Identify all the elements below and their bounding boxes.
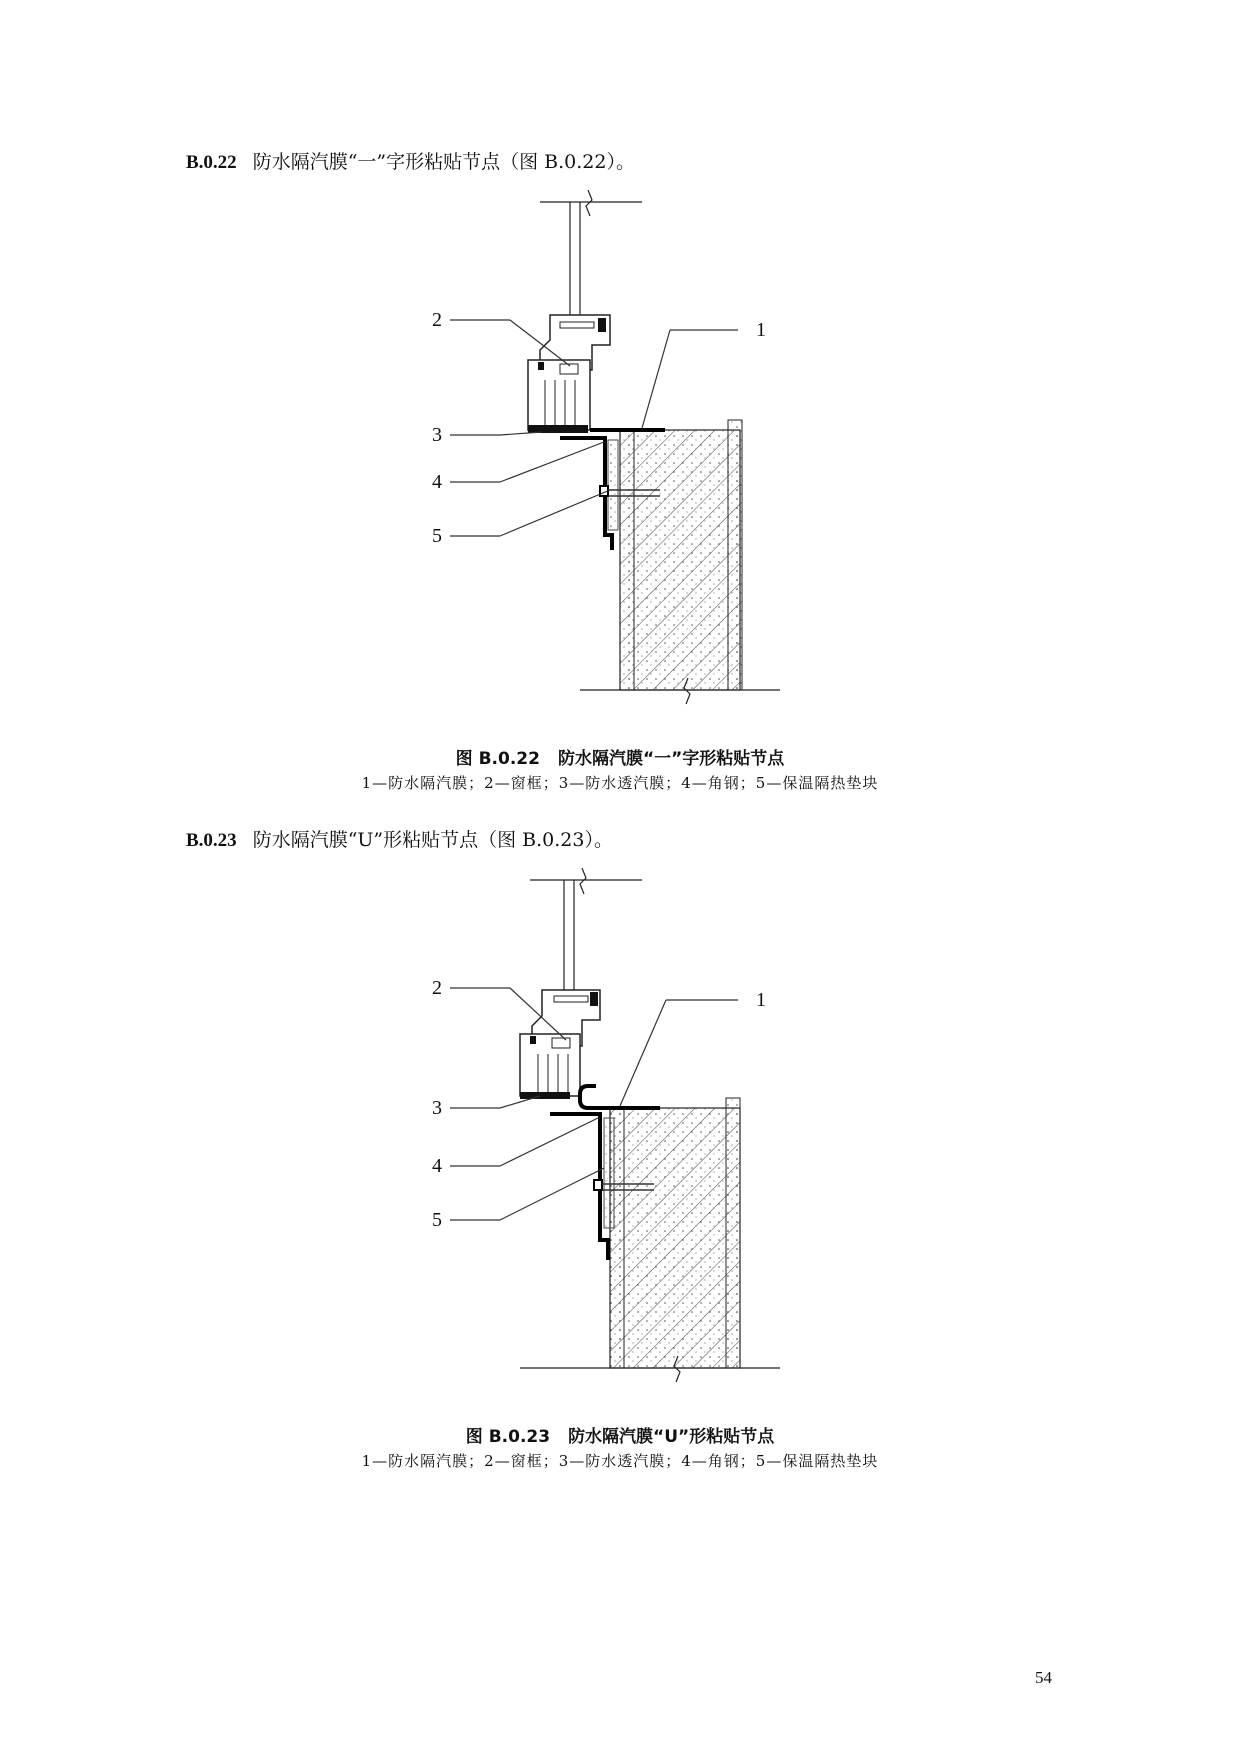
- clause-b-0-22: [186, 150, 635, 175]
- clause-number: B.0.23: [186, 830, 237, 851]
- clause-text: 防水隔汽膜“一”字形粘贴节点（图 B.0.22）。: [252, 151, 635, 173]
- callout-2: 2: [432, 309, 442, 331]
- figure-b-0-22-legend: 1—防水隔汽膜；2—窗框；3—防水透汽膜；4—角钢；5—保温隔热垫块: [361, 774, 879, 792]
- callout-2: 2: [432, 977, 442, 999]
- callout-1: 1: [756, 989, 766, 1011]
- callout-1: 1: [756, 319, 766, 341]
- callout-3: 3: [432, 424, 442, 446]
- clause-text: 防水隔汽膜“U”形粘贴节点（图 B.0.23）。: [252, 829, 613, 851]
- figure-b-0-22-title: 图 B.0.22 防水隔汽膜“一”字形粘贴节点: [455, 749, 785, 769]
- clause-number: B.0.22: [186, 152, 237, 173]
- callout-4: 4: [432, 1155, 442, 1177]
- callout-4: 4: [432, 471, 442, 493]
- callout-3: 3: [432, 1097, 442, 1119]
- window-frame: [528, 315, 610, 433]
- callout-5: 5: [432, 525, 442, 547]
- window-frame: [520, 990, 600, 1099]
- figure-b-0-23-legend: 1—防水隔汽膜；2—窗框；3—防水透汽膜；4—角钢；5—保温隔热垫块: [361, 1452, 879, 1470]
- figure-b-0-23-title: 图 B.0.23 防水隔汽膜“U”形粘贴节点: [465, 1427, 775, 1447]
- clause-b-0-23: [186, 828, 613, 853]
- figure-b-0-22-diagram: [420, 190, 820, 710]
- figure-b-0-23-diagram: [420, 868, 820, 1388]
- callout-5: 5: [432, 1209, 442, 1231]
- page-number: 54: [1035, 1668, 1052, 1687]
